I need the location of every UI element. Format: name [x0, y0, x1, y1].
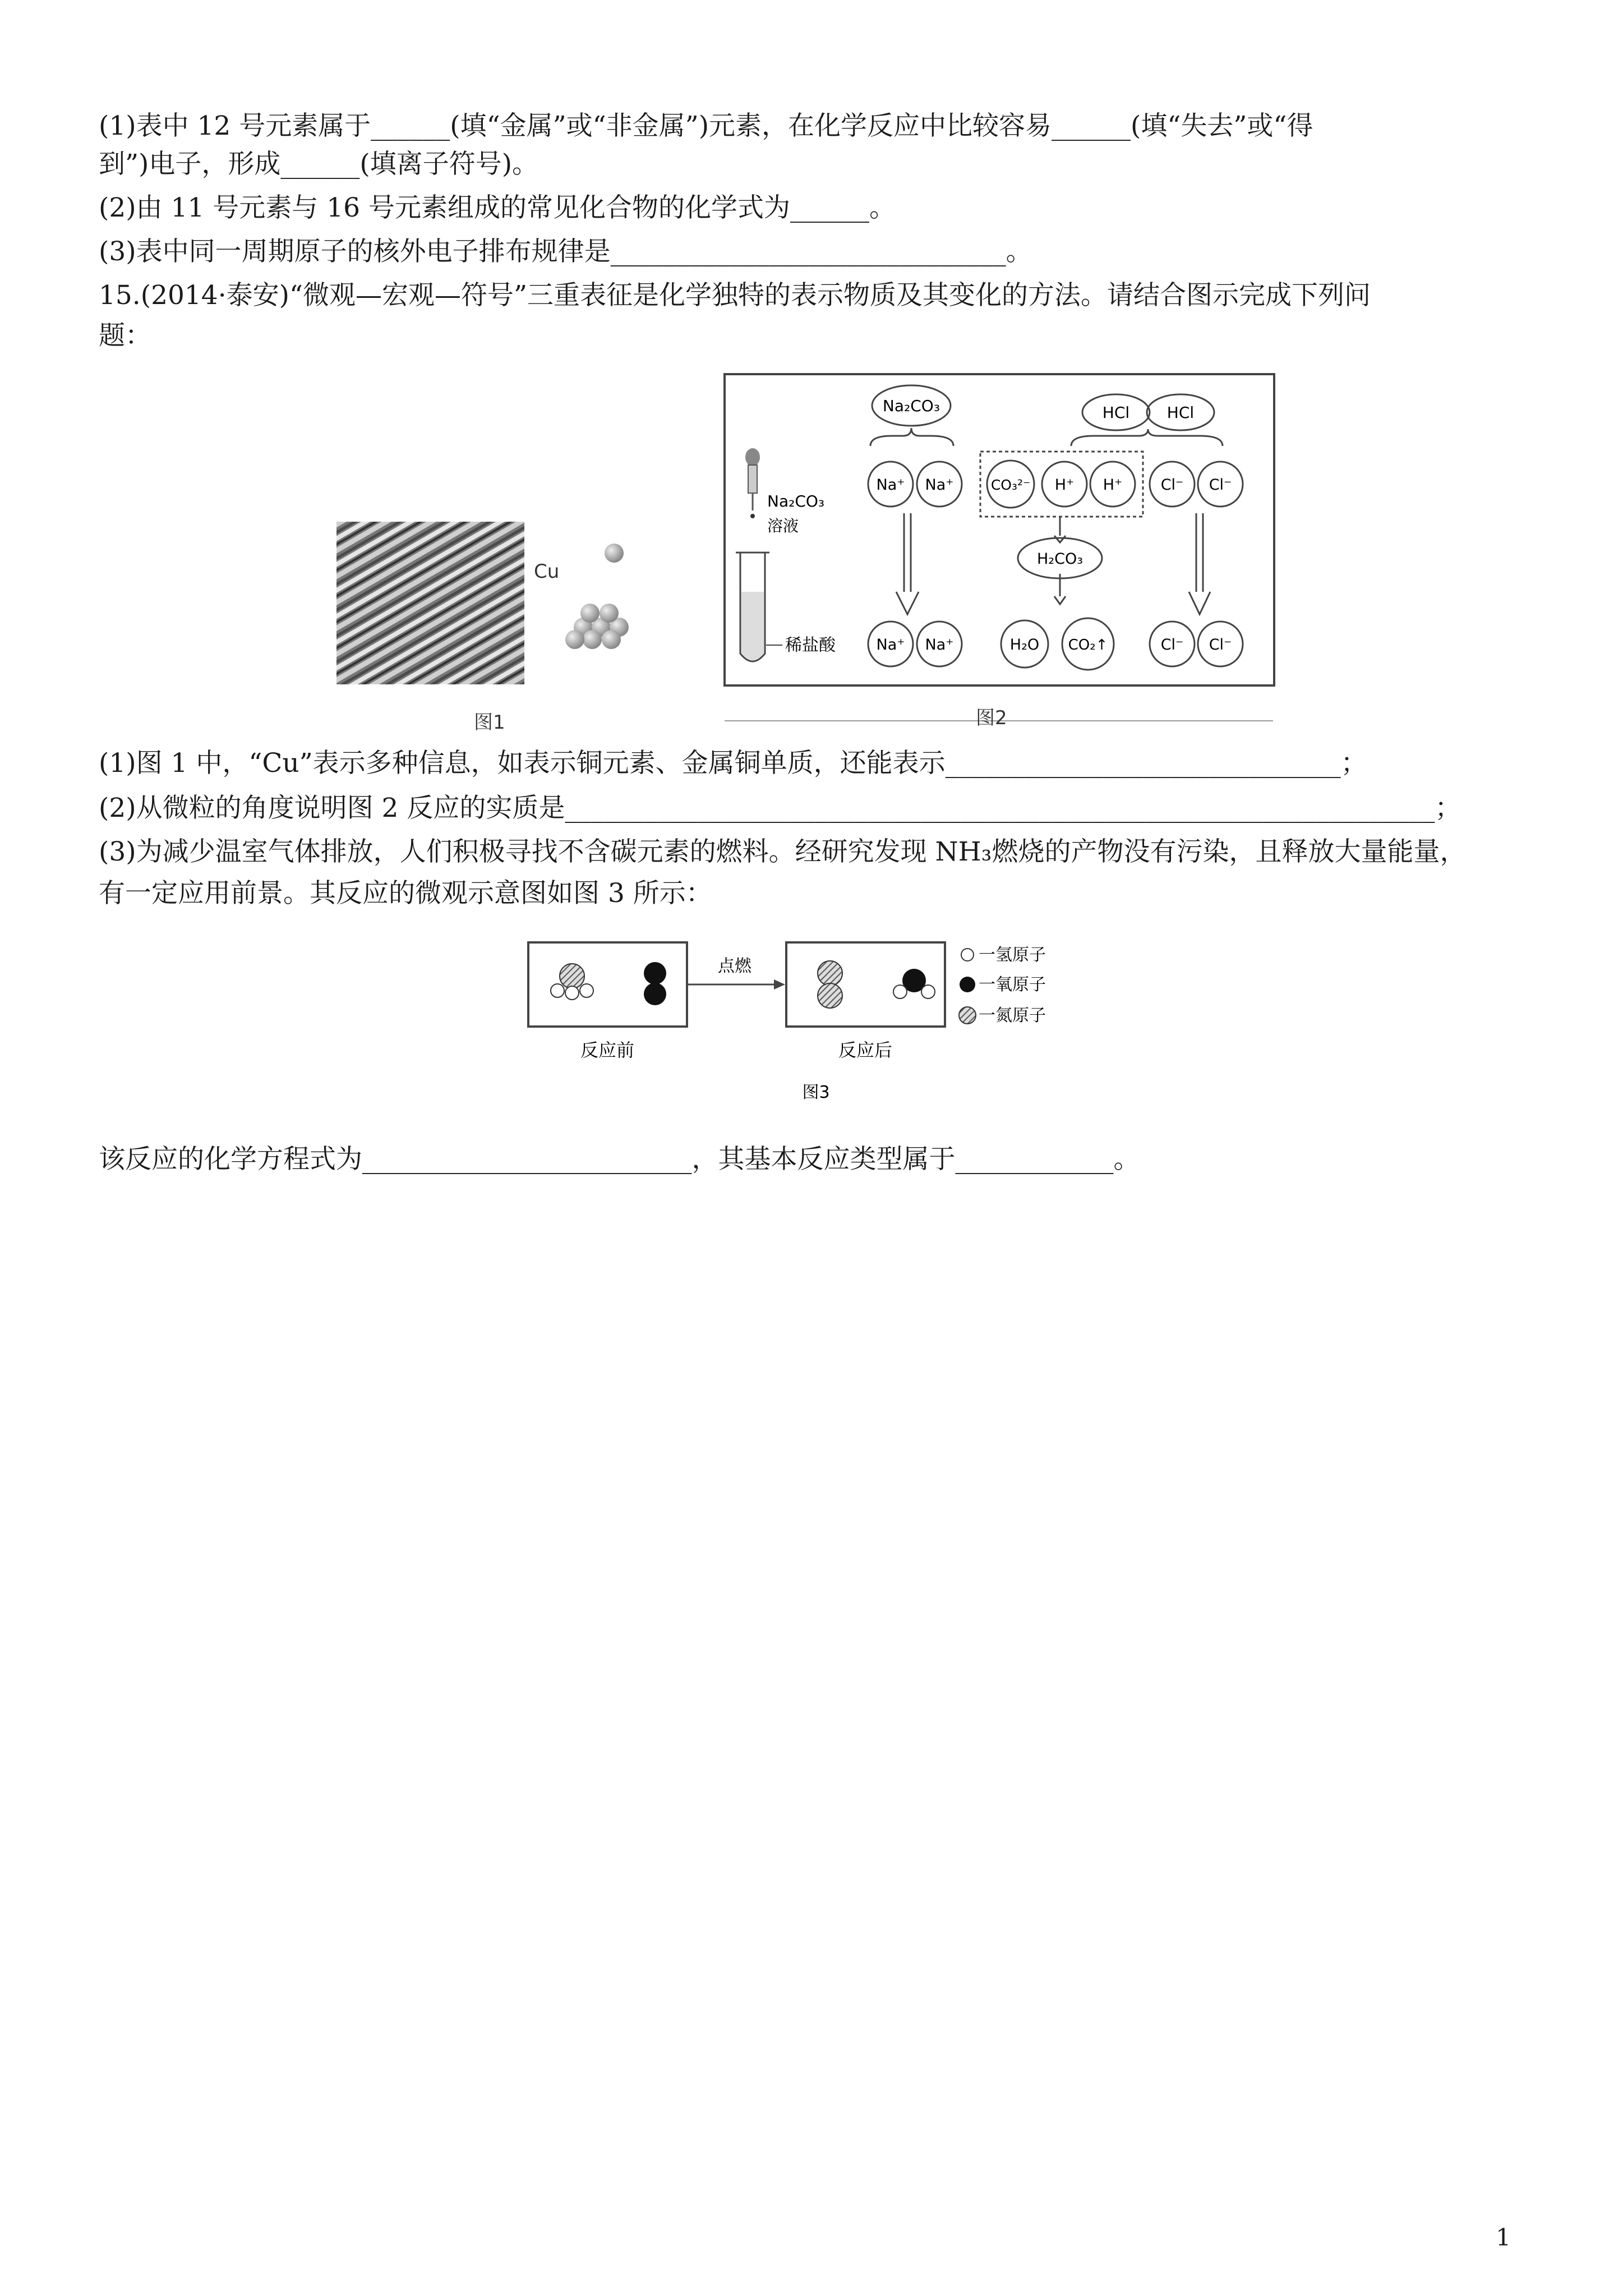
ignite-label: 点燃 [718, 956, 751, 976]
product-co2: CO₂↑ [1068, 637, 1108, 654]
legend [959, 945, 1046, 1025]
tube-label: 稀盐酸 [785, 636, 836, 655]
question-15-part2: (2)从微粒的角度说明图 2 反应的实质是__________________________________________________________________； [99, 793, 1461, 823]
ion-h-2: H⁺ [1103, 476, 1123, 494]
ion-cl-1: Cl⁻ [1160, 476, 1184, 494]
dropper-icon [745, 448, 760, 518]
question-15-part3-line1: (3)为减少温室气体排放，人们积极寻找不含碳元素的燃料。经研究发现 NH₃燃烧的产物没有污染，且释放大量能量， [99, 836, 1467, 867]
figure-1-drawing [336, 522, 673, 735]
figure-1-caption: 图1 [474, 711, 505, 734]
question-1-part3: (3)表中同一周期原子的核外电子排布规律是______________________________。 [99, 236, 1032, 267]
question-15-equation-line: 该反应的化学方程式为_________________________，其基本反应类型属于____________。 [99, 1144, 1140, 1175]
question-1-part1-line1: (1)表中 12 号元素属于______(填“金属”或“非金属”)元素，在化学反应中比较容易______(填“失去”或“得 [99, 111, 1313, 141]
ammonia-molecule [551, 964, 593, 1000]
copper-atom-model [565, 544, 629, 649]
figure-2-drawing [723, 373, 1284, 732]
row-1-ions [868, 452, 1243, 517]
before-label: 反应前 [580, 1039, 635, 1061]
figure-3-caption: 图3 [802, 1083, 830, 1102]
h2co3-label: H₂CO₃ [1036, 550, 1083, 568]
question-15-stem-line2: 题： [99, 320, 151, 351]
product-cl-1: Cl⁻ [1160, 636, 1184, 654]
product-h2o: H₂O [1009, 636, 1040, 654]
question-15-stem-line1: 15.(2014·泰安)“微观—宏观—符号”三重表征是化学独特的表示物质及其变化的方法。请结合图示完成下列问 [99, 280, 1371, 311]
ion-co3: CO₃²⁻ [990, 477, 1031, 493]
product-na-1: Na⁺ [876, 636, 905, 654]
legend-hydrogen: 一氢原子 [979, 945, 1046, 965]
question-1-part2: (2)由 11 号元素与 16 号元素组成的常见化合物的化学式为______。 [99, 192, 896, 223]
question-1-part1-line2: 到”)电子，形成______(填离子符号)。 [99, 149, 539, 180]
legend-oxygen: 一氧原子 [979, 975, 1046, 995]
copper-shreds-photo [336, 522, 524, 684]
hcl-label-2: HCl [1166, 403, 1195, 422]
figure-1 [336, 522, 673, 735]
na2co3-top-label: Na₂CO₃ [882, 397, 940, 415]
dropper-label-2: 溶液 [767, 517, 799, 535]
ion-h-1: H⁺ [1054, 476, 1075, 494]
product-na-2: Na⁺ [925, 636, 954, 654]
hcl-label-1: HCl [1102, 403, 1130, 422]
test-tube-icon [736, 553, 769, 661]
figure-3 [527, 937, 1105, 1105]
nitrogen-molecule [818, 961, 842, 1008]
product-cl-2: Cl⁻ [1209, 636, 1232, 654]
dropper-label-1: Na₂CO₃ [767, 492, 825, 510]
figure-2-caption: 图2 [976, 707, 1007, 729]
after-label: 反应后 [838, 1039, 893, 1061]
row-2-products [868, 618, 1243, 670]
question-15-part3-line2: 有一定应用前景。其反应的微观示意图如图 3 所示： [99, 878, 712, 909]
page-number: 1 [1496, 2224, 1511, 2251]
figure-3-drawing [527, 937, 1105, 1105]
water-molecule [893, 969, 935, 999]
oxygen-molecule [644, 962, 666, 1005]
cu-label: Cu [534, 560, 560, 583]
ion-na-2: Na⁺ [925, 476, 954, 494]
ion-na-1: Na⁺ [876, 476, 905, 494]
figure-2 [723, 373, 1284, 732]
ion-cl-2: Cl⁻ [1209, 476, 1232, 494]
question-15-part1: (1)图 1 中，“Cu”表示多种信息，如表示铜元素、金属铜单质，还能表示______________________________； [99, 748, 1367, 779]
legend-nitrogen: 一氮原子 [979, 1006, 1046, 1025]
